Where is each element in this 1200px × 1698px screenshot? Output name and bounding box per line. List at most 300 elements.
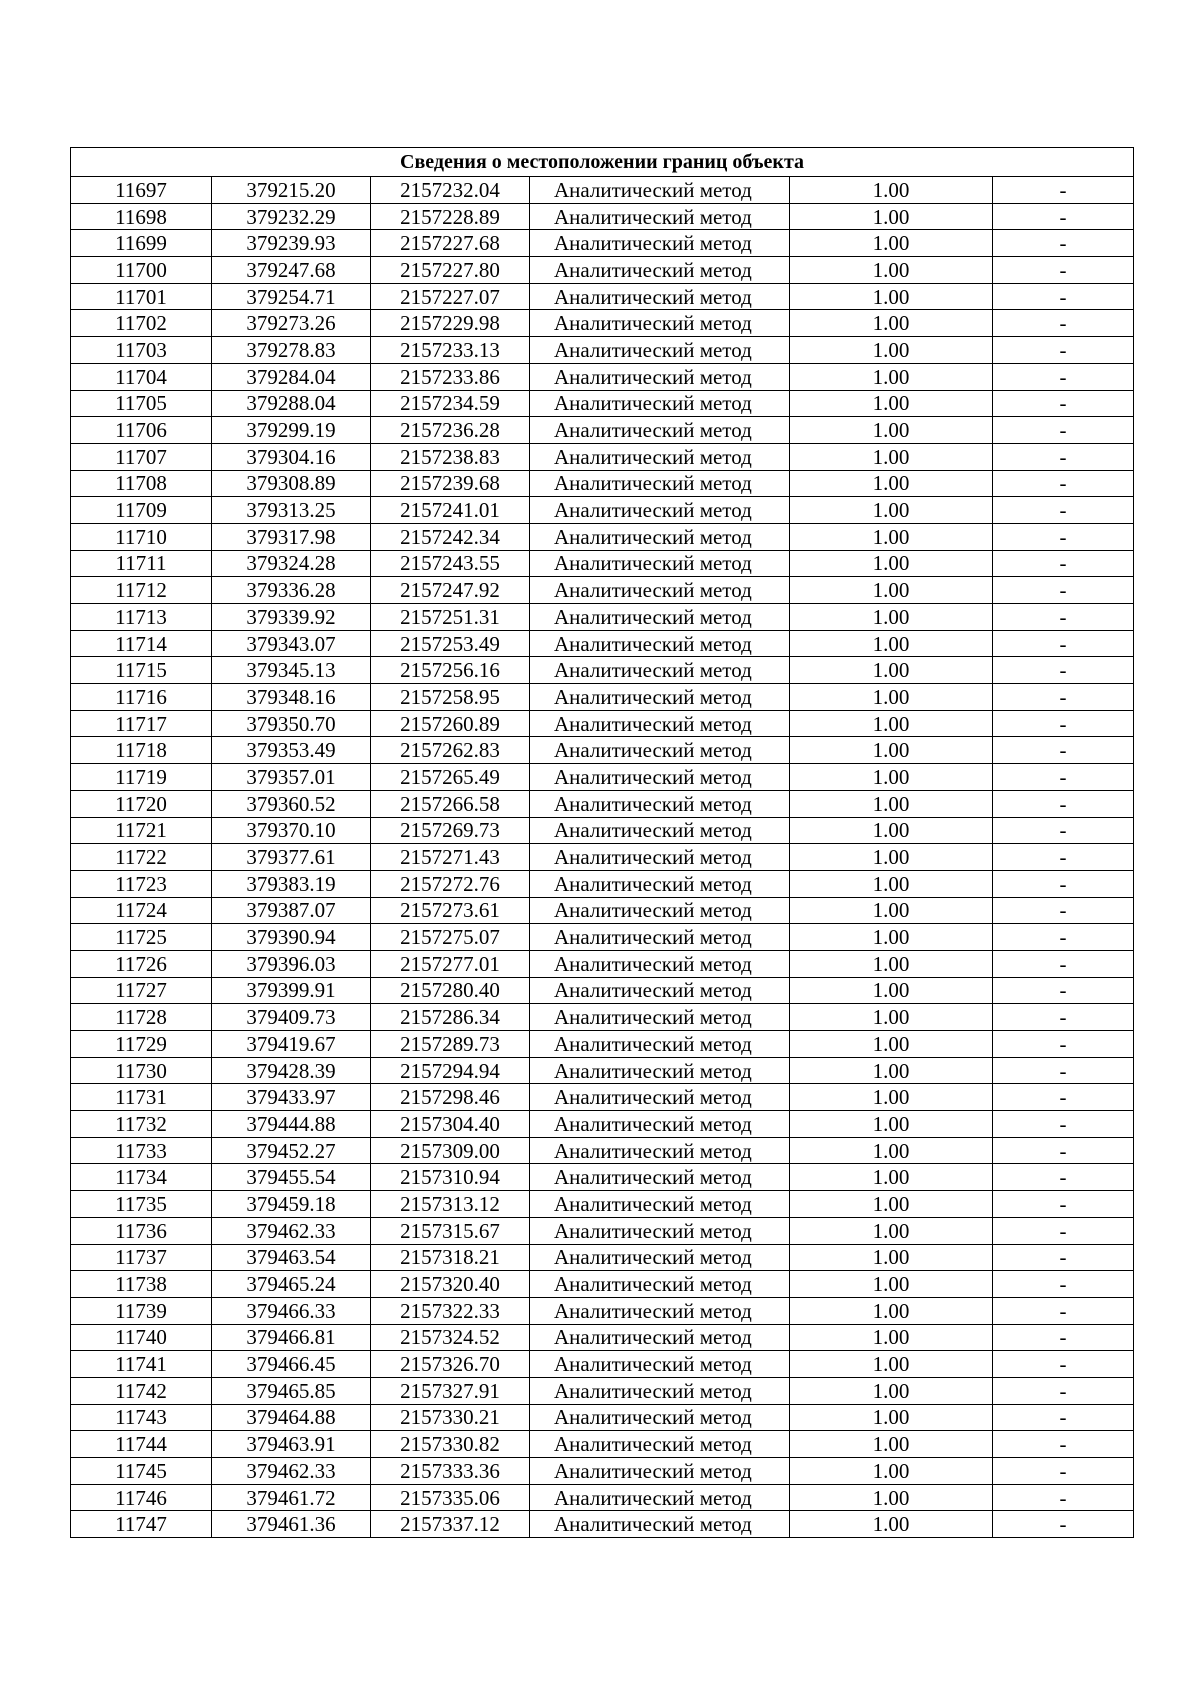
description-cell: -: [993, 1271, 1134, 1298]
point-number-cell: 11720: [71, 790, 212, 817]
y-coordinate-cell: 2157327.91: [371, 1377, 530, 1404]
method-cell: Аналитический метод: [530, 1351, 790, 1378]
y-coordinate-cell: 2157253.49: [371, 630, 530, 657]
table-row: [71, 1377, 1134, 1404]
accuracy-cell: 1.00: [790, 470, 993, 497]
accuracy-cell: 1.00: [790, 497, 993, 524]
method-cell: Аналитический метод: [530, 1324, 790, 1351]
point-number-cell: 11741: [71, 1351, 212, 1378]
point-number-cell: 11702: [71, 310, 212, 337]
point-number-cell: 11743: [71, 1404, 212, 1431]
accuracy-cell: 1.00: [790, 604, 993, 631]
accuracy-cell: 1.00: [790, 1111, 993, 1138]
y-coordinate-cell: 2157236.28: [371, 417, 530, 444]
method-cell: Аналитический метод: [530, 1511, 790, 1538]
table-row: [71, 1404, 1134, 1431]
x-coordinate-cell: 379339.92: [212, 604, 371, 631]
point-number-cell: 11723: [71, 870, 212, 897]
table-row: [71, 310, 1134, 337]
x-coordinate-cell: 379284.04: [212, 363, 371, 390]
point-number-cell: 11740: [71, 1324, 212, 1351]
x-coordinate-cell: 379343.07: [212, 630, 371, 657]
y-coordinate-cell: 2157277.01: [371, 950, 530, 977]
accuracy-cell: 1.00: [790, 310, 993, 337]
description-cell: -: [993, 764, 1134, 791]
point-number-cell: 11698: [71, 203, 212, 230]
x-coordinate-cell: 379463.54: [212, 1244, 371, 1271]
description-cell: -: [993, 550, 1134, 577]
point-number-cell: 11724: [71, 897, 212, 924]
table-row: [71, 710, 1134, 737]
table-row: [71, 924, 1134, 951]
x-coordinate-cell: 379370.10: [212, 817, 371, 844]
method-cell: Аналитический метод: [530, 283, 790, 310]
table-title-row: [71, 148, 1134, 177]
accuracy-cell: 1.00: [790, 1404, 993, 1431]
y-coordinate-cell: 2157251.31: [371, 604, 530, 631]
x-coordinate-cell: 379304.16: [212, 443, 371, 470]
method-cell: Аналитический метод: [530, 230, 790, 257]
method-cell: Аналитический метод: [530, 657, 790, 684]
accuracy-cell: 1.00: [790, 977, 993, 1004]
y-coordinate-cell: 2157318.21: [371, 1244, 530, 1271]
table-row: [71, 1431, 1134, 1458]
description-cell: -: [993, 844, 1134, 871]
description-cell: -: [993, 950, 1134, 977]
x-coordinate-cell: 379444.88: [212, 1111, 371, 1138]
y-coordinate-cell: 2157326.70: [371, 1351, 530, 1378]
description-cell: -: [993, 230, 1134, 257]
point-number-cell: 11716: [71, 684, 212, 711]
y-coordinate-cell: 2157232.04: [371, 177, 530, 204]
method-cell: Аналитический метод: [530, 630, 790, 657]
x-coordinate-cell: 379254.71: [212, 283, 371, 310]
method-cell: Аналитический метод: [530, 1164, 790, 1191]
method-cell: Аналитический метод: [530, 737, 790, 764]
point-number-cell: 11746: [71, 1484, 212, 1511]
x-coordinate-cell: 379353.49: [212, 737, 371, 764]
description-cell: -: [993, 790, 1134, 817]
x-coordinate-cell: 379350.70: [212, 710, 371, 737]
point-number-cell: 11697: [71, 177, 212, 204]
table-row: [71, 283, 1134, 310]
x-coordinate-cell: 379463.91: [212, 1431, 371, 1458]
x-coordinate-cell: 379308.89: [212, 470, 371, 497]
table-row: [71, 764, 1134, 791]
table-row: [71, 1031, 1134, 1058]
description-cell: -: [993, 497, 1134, 524]
description-cell: -: [993, 897, 1134, 924]
y-coordinate-cell: 2157273.61: [371, 897, 530, 924]
x-coordinate-cell: 379459.18: [212, 1191, 371, 1218]
method-cell: Аналитический метод: [530, 897, 790, 924]
point-number-cell: 11731: [71, 1084, 212, 1111]
point-number-cell: 11722: [71, 844, 212, 871]
method-cell: Аналитический метод: [530, 310, 790, 337]
x-coordinate-cell: 379461.72: [212, 1484, 371, 1511]
x-coordinate-cell: 379433.97: [212, 1084, 371, 1111]
y-coordinate-cell: 2157233.13: [371, 337, 530, 364]
x-coordinate-cell: 379409.73: [212, 1004, 371, 1031]
point-number-cell: 11726: [71, 950, 212, 977]
x-coordinate-cell: 379348.16: [212, 684, 371, 711]
method-cell: Аналитический метод: [530, 1431, 790, 1458]
y-coordinate-cell: 2157269.73: [371, 817, 530, 844]
accuracy-cell: 1.00: [790, 257, 993, 284]
method-cell: Аналитический метод: [530, 470, 790, 497]
description-cell: -: [993, 1431, 1134, 1458]
accuracy-cell: 1.00: [790, 1511, 993, 1538]
accuracy-cell: 1.00: [790, 790, 993, 817]
method-cell: Аналитический метод: [530, 417, 790, 444]
y-coordinate-cell: 2157335.06: [371, 1484, 530, 1511]
method-cell: Аналитический метод: [530, 1004, 790, 1031]
description-cell: -: [993, 924, 1134, 951]
description-cell: -: [993, 310, 1134, 337]
accuracy-cell: 1.00: [790, 630, 993, 657]
table-body: [71, 177, 1134, 1538]
point-number-cell: 11703: [71, 337, 212, 364]
table-row: [71, 817, 1134, 844]
accuracy-cell: 1.00: [790, 764, 993, 791]
y-coordinate-cell: 2157309.00: [371, 1137, 530, 1164]
accuracy-cell: 1.00: [790, 203, 993, 230]
y-coordinate-cell: 2157242.34: [371, 523, 530, 550]
accuracy-cell: 1.00: [790, 177, 993, 204]
accuracy-cell: 1.00: [790, 1057, 993, 1084]
accuracy-cell: 1.00: [790, 390, 993, 417]
description-cell: -: [993, 337, 1134, 364]
x-coordinate-cell: 379336.28: [212, 577, 371, 604]
y-coordinate-cell: 2157258.95: [371, 684, 530, 711]
y-coordinate-cell: 2157298.46: [371, 1084, 530, 1111]
method-cell: Аналитический метод: [530, 1404, 790, 1431]
table-row: [71, 657, 1134, 684]
table-row: [71, 203, 1134, 230]
method-cell: Аналитический метод: [530, 790, 790, 817]
y-coordinate-cell: 2157228.89: [371, 203, 530, 230]
table-row: [71, 844, 1134, 871]
method-cell: Аналитический метод: [530, 550, 790, 577]
method-cell: Аналитический метод: [530, 764, 790, 791]
point-number-cell: 11700: [71, 257, 212, 284]
description-cell: -: [993, 737, 1134, 764]
x-coordinate-cell: 379360.52: [212, 790, 371, 817]
x-coordinate-cell: 379247.68: [212, 257, 371, 284]
x-coordinate-cell: 379466.33: [212, 1297, 371, 1324]
y-coordinate-cell: 2157234.59: [371, 390, 530, 417]
method-cell: Аналитический метод: [530, 977, 790, 1004]
x-coordinate-cell: 379299.19: [212, 417, 371, 444]
description-cell: -: [993, 470, 1134, 497]
description-cell: -: [993, 1137, 1134, 1164]
point-number-cell: 11718: [71, 737, 212, 764]
point-number-cell: 11714: [71, 630, 212, 657]
y-coordinate-cell: 2157294.94: [371, 1057, 530, 1084]
accuracy-cell: 1.00: [790, 1164, 993, 1191]
accuracy-cell: 1.00: [790, 417, 993, 444]
y-coordinate-cell: 2157289.73: [371, 1031, 530, 1058]
description-cell: -: [993, 657, 1134, 684]
method-cell: Аналитический метод: [530, 1137, 790, 1164]
table-row: [71, 1004, 1134, 1031]
point-number-cell: 11735: [71, 1191, 212, 1218]
accuracy-cell: 1.00: [790, 897, 993, 924]
table-row: [71, 337, 1134, 364]
accuracy-cell: 1.00: [790, 1191, 993, 1218]
table-row: [71, 417, 1134, 444]
y-coordinate-cell: 2157320.40: [371, 1271, 530, 1298]
accuracy-cell: 1.00: [790, 1137, 993, 1164]
description-cell: -: [993, 1057, 1134, 1084]
table-row: [71, 1137, 1134, 1164]
accuracy-cell: 1.00: [790, 523, 993, 550]
description-cell: -: [993, 684, 1134, 711]
method-cell: Аналитический метод: [530, 1484, 790, 1511]
point-number-cell: 11711: [71, 550, 212, 577]
y-coordinate-cell: 2157272.76: [371, 870, 530, 897]
point-number-cell: 11713: [71, 604, 212, 631]
method-cell: Аналитический метод: [530, 1458, 790, 1485]
table-row: [71, 1217, 1134, 1244]
y-coordinate-cell: 2157229.98: [371, 310, 530, 337]
description-cell: -: [993, 417, 1134, 444]
description-cell: -: [993, 1191, 1134, 1218]
y-coordinate-cell: 2157227.68: [371, 230, 530, 257]
table-row: [71, 577, 1134, 604]
description-cell: -: [993, 1297, 1134, 1324]
table-row: [71, 177, 1134, 204]
y-coordinate-cell: 2157333.36: [371, 1458, 530, 1485]
table-row: [71, 523, 1134, 550]
y-coordinate-cell: 2157337.12: [371, 1511, 530, 1538]
x-coordinate-cell: 379455.54: [212, 1164, 371, 1191]
method-cell: Аналитический метод: [530, 577, 790, 604]
y-coordinate-cell: 2157275.07: [371, 924, 530, 951]
accuracy-cell: 1.00: [790, 1324, 993, 1351]
y-coordinate-cell: 2157266.58: [371, 790, 530, 817]
accuracy-cell: 1.00: [790, 550, 993, 577]
accuracy-cell: 1.00: [790, 1271, 993, 1298]
table-row: [71, 684, 1134, 711]
y-coordinate-cell: 2157260.89: [371, 710, 530, 737]
table-row: [71, 443, 1134, 470]
method-cell: Аналитический метод: [530, 363, 790, 390]
table-row: [71, 230, 1134, 257]
table-row: [71, 1511, 1134, 1538]
table-row: [71, 1324, 1134, 1351]
x-coordinate-cell: 379399.91: [212, 977, 371, 1004]
x-coordinate-cell: 379452.27: [212, 1137, 371, 1164]
point-number-cell: 11717: [71, 710, 212, 737]
y-coordinate-cell: 2157227.07: [371, 283, 530, 310]
x-coordinate-cell: 379313.25: [212, 497, 371, 524]
accuracy-cell: 1.00: [790, 1458, 993, 1485]
accuracy-cell: 1.00: [790, 337, 993, 364]
accuracy-cell: 1.00: [790, 443, 993, 470]
x-coordinate-cell: 379239.93: [212, 230, 371, 257]
description-cell: -: [993, 1324, 1134, 1351]
table-row: [71, 977, 1134, 1004]
accuracy-cell: 1.00: [790, 1084, 993, 1111]
method-cell: Аналитический метод: [530, 1244, 790, 1271]
point-number-cell: 11742: [71, 1377, 212, 1404]
point-number-cell: 11745: [71, 1458, 212, 1485]
table-row: [71, 1271, 1134, 1298]
method-cell: Аналитический метод: [530, 443, 790, 470]
method-cell: Аналитический метод: [530, 1217, 790, 1244]
accuracy-cell: 1.00: [790, 684, 993, 711]
table-row: [71, 550, 1134, 577]
method-cell: Аналитический метод: [530, 844, 790, 871]
y-coordinate-cell: 2157262.83: [371, 737, 530, 764]
table-row: [71, 1244, 1134, 1271]
y-coordinate-cell: 2157322.33: [371, 1297, 530, 1324]
method-cell: Аналитический метод: [530, 523, 790, 550]
description-cell: -: [993, 1164, 1134, 1191]
accuracy-cell: 1.00: [790, 1004, 993, 1031]
description-cell: -: [993, 177, 1134, 204]
boundary-coordinates-table: [70, 147, 1134, 1538]
table-row: [71, 630, 1134, 657]
accuracy-cell: 1.00: [790, 817, 993, 844]
accuracy-cell: 1.00: [790, 657, 993, 684]
x-coordinate-cell: 379465.85: [212, 1377, 371, 1404]
point-number-cell: 11712: [71, 577, 212, 604]
method-cell: Аналитический метод: [530, 817, 790, 844]
x-coordinate-cell: 379428.39: [212, 1057, 371, 1084]
accuracy-cell: 1.00: [790, 710, 993, 737]
table-row: [71, 604, 1134, 631]
y-coordinate-cell: 2157313.12: [371, 1191, 530, 1218]
accuracy-cell: 1.00: [790, 870, 993, 897]
description-cell: -: [993, 443, 1134, 470]
table-row: [71, 897, 1134, 924]
description-cell: -: [993, 710, 1134, 737]
accuracy-cell: 1.00: [790, 1031, 993, 1058]
method-cell: Аналитический метод: [530, 497, 790, 524]
method-cell: Аналитический метод: [530, 870, 790, 897]
y-coordinate-cell: 2157238.83: [371, 443, 530, 470]
y-coordinate-cell: 2157247.92: [371, 577, 530, 604]
description-cell: -: [993, 203, 1134, 230]
point-number-cell: 11738: [71, 1271, 212, 1298]
method-cell: Аналитический метод: [530, 203, 790, 230]
accuracy-cell: 1.00: [790, 1244, 993, 1271]
x-coordinate-cell: 379383.19: [212, 870, 371, 897]
description-cell: -: [993, 1004, 1134, 1031]
y-coordinate-cell: 2157233.86: [371, 363, 530, 390]
method-cell: Аналитический метод: [530, 1377, 790, 1404]
accuracy-cell: 1.00: [790, 1217, 993, 1244]
description-cell: -: [993, 1244, 1134, 1271]
description-cell: -: [993, 390, 1134, 417]
x-coordinate-cell: 379377.61: [212, 844, 371, 871]
point-number-cell: 11706: [71, 417, 212, 444]
method-cell: Аналитический метод: [530, 1084, 790, 1111]
table-title: Сведения о местоположении границ объекта: [71, 148, 1134, 177]
point-number-cell: 11736: [71, 1217, 212, 1244]
description-cell: -: [993, 1377, 1134, 1404]
y-coordinate-cell: 2157280.40: [371, 977, 530, 1004]
y-coordinate-cell: 2157239.68: [371, 470, 530, 497]
accuracy-cell: 1.00: [790, 283, 993, 310]
method-cell: Аналитический метод: [530, 1297, 790, 1324]
description-cell: -: [993, 630, 1134, 657]
accuracy-cell: 1.00: [790, 950, 993, 977]
accuracy-cell: 1.00: [790, 577, 993, 604]
table-row: [71, 470, 1134, 497]
x-coordinate-cell: 379466.81: [212, 1324, 371, 1351]
x-coordinate-cell: 379324.28: [212, 550, 371, 577]
method-cell: Аналитический метод: [530, 257, 790, 284]
description-cell: -: [993, 1458, 1134, 1485]
description-cell: -: [993, 817, 1134, 844]
description-cell: -: [993, 1084, 1134, 1111]
y-coordinate-cell: 2157286.34: [371, 1004, 530, 1031]
x-coordinate-cell: 379462.33: [212, 1458, 371, 1485]
description-cell: -: [993, 1111, 1134, 1138]
accuracy-cell: 1.00: [790, 1377, 993, 1404]
point-number-cell: 11704: [71, 363, 212, 390]
table-row: [71, 1084, 1134, 1111]
table-row: [71, 1351, 1134, 1378]
y-coordinate-cell: 2157324.52: [371, 1324, 530, 1351]
accuracy-cell: 1.00: [790, 1431, 993, 1458]
point-number-cell: 11725: [71, 924, 212, 951]
point-number-cell: 11699: [71, 230, 212, 257]
method-cell: Аналитический метод: [530, 604, 790, 631]
y-coordinate-cell: 2157256.16: [371, 657, 530, 684]
y-coordinate-cell: 2157265.49: [371, 764, 530, 791]
method-cell: Аналитический метод: [530, 1271, 790, 1298]
accuracy-cell: 1.00: [790, 363, 993, 390]
point-number-cell: 11730: [71, 1057, 212, 1084]
description-cell: -: [993, 977, 1134, 1004]
table-row: [71, 1057, 1134, 1084]
method-cell: Аналитический метод: [530, 1191, 790, 1218]
x-coordinate-cell: 379345.13: [212, 657, 371, 684]
accuracy-cell: 1.00: [790, 844, 993, 871]
table-row: [71, 1191, 1134, 1218]
accuracy-cell: 1.00: [790, 1351, 993, 1378]
method-cell: Аналитический метод: [530, 1031, 790, 1058]
y-coordinate-cell: 2157315.67: [371, 1217, 530, 1244]
x-coordinate-cell: 379466.45: [212, 1351, 371, 1378]
x-coordinate-cell: 379357.01: [212, 764, 371, 791]
table-row: [71, 497, 1134, 524]
description-cell: -: [993, 870, 1134, 897]
description-cell: -: [993, 1484, 1134, 1511]
description-cell: -: [993, 1217, 1134, 1244]
method-cell: Аналитический метод: [530, 684, 790, 711]
y-coordinate-cell: 2157330.82: [371, 1431, 530, 1458]
description-cell: -: [993, 604, 1134, 631]
point-number-cell: 11744: [71, 1431, 212, 1458]
description-cell: -: [993, 1511, 1134, 1538]
point-number-cell: 11707: [71, 443, 212, 470]
description-cell: -: [993, 257, 1134, 284]
method-cell: Аналитический метод: [530, 390, 790, 417]
x-coordinate-cell: 379288.04: [212, 390, 371, 417]
method-cell: Аналитический метод: [530, 177, 790, 204]
y-coordinate-cell: 2157310.94: [371, 1164, 530, 1191]
point-number-cell: 11710: [71, 523, 212, 550]
point-number-cell: 11733: [71, 1137, 212, 1164]
x-coordinate-cell: 379232.29: [212, 203, 371, 230]
description-cell: -: [993, 1404, 1134, 1431]
point-number-cell: 11728: [71, 1004, 212, 1031]
